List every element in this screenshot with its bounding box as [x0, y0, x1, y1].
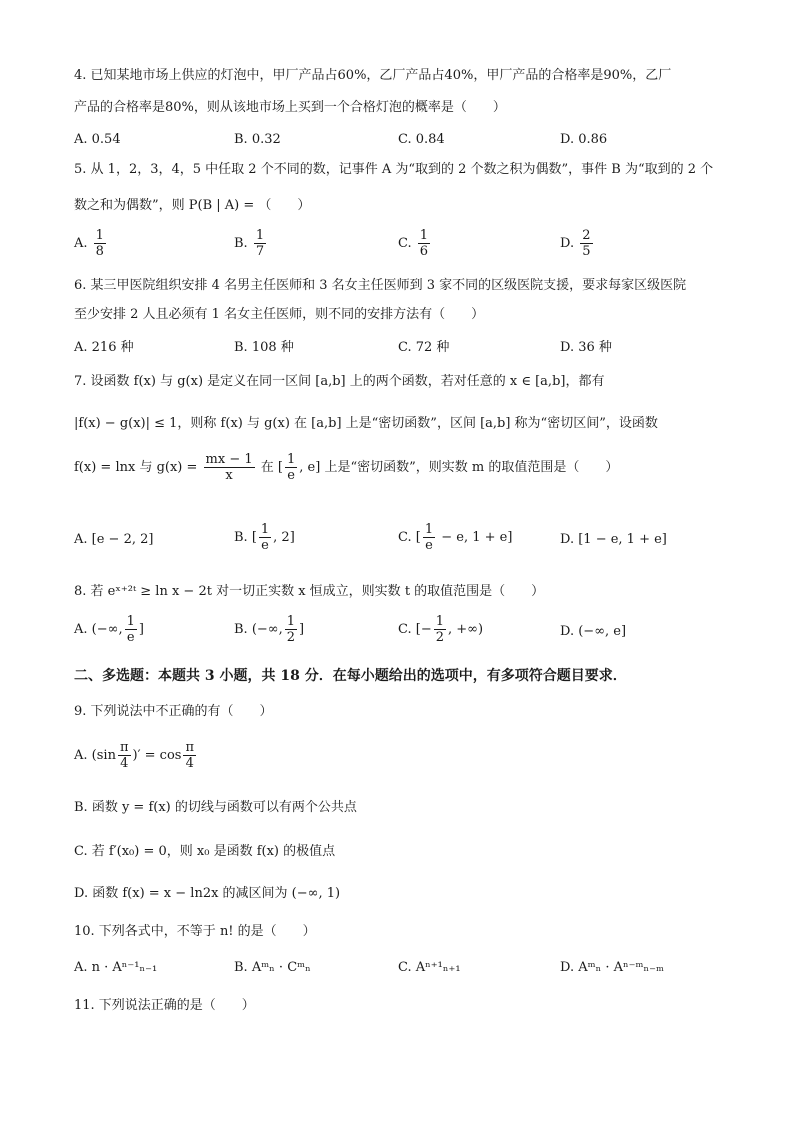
q7-stem-line1: 7. 设函数 f(x) 与 g(x) 是定义在同一区间 [a,b] 上的两个函数，若对任意的 x ∈ [a,b]，都有: [74, 374, 605, 389]
q7-stem-tail: , e] 上是“密切函数”，则实数 m 的取值范围是（ ）: [299, 460, 619, 475]
numerator: 1: [286, 614, 296, 629]
q8-option-c: [398, 614, 483, 645]
fraction: [259, 522, 271, 553]
q6-option-d: D. 36 种: [560, 340, 612, 355]
q6-stem-line2: 至少安排 2 人且必须有 1 名女主任医师，则不同的安排方法有（ ）: [74, 307, 485, 322]
q7-stem-line2: |f(x) − g(x)| ≤ 1，则称 f(x) 与 g(x) 在 [a,b] 上是“密切函数”，区间 [a,b] 称为“密切区间”，设函数: [74, 416, 658, 431]
numerator: 1: [260, 522, 270, 537]
numerator: 1: [435, 614, 444, 629]
denominator: 2: [435, 630, 444, 645]
denominator: 5: [582, 244, 591, 259]
option-label: B.: [234, 236, 248, 251]
numerator: mx − 1: [205, 452, 253, 467]
option-rest: , 2]: [273, 530, 295, 545]
q4-option-a: A. 0.54: [74, 132, 121, 147]
option-label: C.: [398, 236, 412, 251]
fraction: [434, 614, 446, 645]
numerator: 1: [424, 522, 434, 537]
q5-option-c: [398, 228, 432, 259]
denominator: e: [287, 468, 295, 483]
q10-option-b: B. Aᵐₙ · Cᵐₙ: [234, 960, 311, 975]
q7-option-c: [398, 522, 512, 553]
fraction: [418, 228, 430, 259]
option-label: A.: [74, 236, 88, 251]
fraction: [204, 452, 255, 483]
q8-option-b: [234, 614, 304, 645]
option-rest: ]: [299, 622, 305, 637]
fraction: [285, 614, 297, 645]
numerator: 1: [419, 228, 429, 243]
q8-option-a: [74, 614, 144, 645]
option-label: B. (−∞,: [234, 622, 283, 637]
fraction: [118, 740, 131, 771]
fraction: [423, 522, 435, 553]
fraction: [580, 228, 592, 259]
q9-option-c: C. 若 f′(x₀) = 0，则 x₀ 是函数 f(x) 的极值点: [74, 844, 336, 859]
option-label: C. [: [398, 530, 421, 545]
option-label: D.: [560, 236, 575, 251]
denominator: 2: [286, 630, 296, 645]
q4-stem-line1: 4. 已知某地市场上供应的灯泡中，甲厂产品占60%，乙厂产品占40%，甲厂产品的合格率是90%，乙厂: [74, 68, 672, 83]
numerator: π: [119, 740, 129, 755]
q9-a-mid: )′ = cos: [132, 748, 182, 763]
denominator: x: [225, 468, 233, 483]
fraction: [254, 228, 266, 259]
denominator: e: [261, 538, 269, 553]
denominator: e: [126, 630, 135, 645]
option-label: B. [: [234, 530, 257, 545]
denominator: 4: [185, 756, 194, 771]
q4-option-b: B. 0.32: [234, 132, 281, 147]
numerator: 1: [255, 228, 265, 243]
option-label: A. (−∞,: [74, 622, 123, 637]
q9-option-b: B. 函数 y = f(x) 的切线与函数可以有两个公共点: [74, 800, 357, 815]
q4-option-c: C. 0.84: [398, 132, 445, 147]
denominator: e: [425, 538, 433, 553]
q5-option-a: [74, 228, 108, 259]
numerator: 1: [287, 452, 296, 467]
q9-a-pre: (sin: [91, 748, 116, 763]
option-label: A.: [74, 748, 88, 763]
option-rest: ]: [138, 622, 144, 637]
option-label: C. [−: [398, 622, 432, 637]
q9-option-a: [74, 740, 198, 771]
q6-option-a: A. 216 种: [74, 340, 134, 355]
section-heading-multiple-choice: 二、多选题：本题共 3 小题，共 18 分．在每小题给出的选项中，有多项符合题目要求．: [74, 668, 627, 684]
fraction: [125, 614, 137, 645]
q8-stem: 8. 若 eˣ⁺²ᵗ ≥ ln x − 2t 对一切正实数 x 恒成立，则实数 t 的取值范围是（ ）: [74, 584, 545, 599]
q9-option-d: D. 函数 f(x) = x − ln2x 的减区间为 (−∞, 1): [74, 886, 341, 901]
q10-option-d: D. Aᵐₙ · Aⁿ⁻ᵐₙ₋ₘ: [560, 960, 664, 975]
fraction: [94, 228, 106, 259]
q8-option-d: D. (−∞, e]: [560, 624, 627, 639]
q7-option-d: D. [1 − e, 1 + e]: [560, 532, 667, 547]
q9-stem: 9. 下列说法中不正确的有（ ）: [74, 704, 273, 719]
q7-option-b: [234, 522, 295, 553]
numerator: 1: [95, 228, 104, 243]
q10-option-c: C. Aⁿ⁺¹ₙ₊₁: [398, 960, 461, 975]
q7-stem-line3: [74, 452, 618, 483]
q5-stem-line2: 数之和为偶数”，则 P(B | A) = （ ）: [74, 198, 311, 213]
q4-stem-line2: 产品的合格率是80%，则从该地市场上买到一个合格灯泡的概率是（ ）: [74, 100, 506, 115]
q7-option-a: A. [e − 2, 2]: [74, 532, 154, 547]
option-rest: − e, 1 + e]: [437, 530, 513, 545]
q4-option-d: D. 0.86: [560, 132, 608, 147]
option-rest: , +∞): [448, 622, 484, 637]
denominator: 6: [419, 244, 429, 259]
numerator: 1: [126, 614, 135, 629]
q5-option-b: [234, 228, 268, 259]
numerator: 2: [582, 228, 591, 243]
denominator: 4: [120, 756, 129, 771]
q7-f-g-def: f(x) = lnx 与 g(x) =: [74, 460, 198, 475]
q10-option-a: A. n · Aⁿ⁻¹ₙ₋₁: [74, 960, 158, 975]
denominator: 7: [255, 244, 265, 259]
denominator: 8: [95, 244, 104, 259]
q6-stem-line1: 6. 某三甲医院组织安排 4 名男主任医师和 3 名女主任医师到 3 家不同的区级医院支援，要求每家区级医院: [74, 278, 687, 293]
numerator: π: [185, 740, 195, 755]
q7-interval-open: 在 [: [260, 460, 283, 475]
q11-stem: 11. 下列说法正确的是（ ）: [74, 998, 255, 1013]
q5-stem-line1: 5. 从 1，2，3，4，5 中任取 2 个不同的数，记事件 A 为“取到的 2 个数之积为偶数”，事件 B 为“取到的 2 个: [74, 162, 714, 177]
fraction: [183, 740, 196, 771]
q6-option-c: C. 72 种: [398, 340, 450, 355]
fraction: [285, 452, 297, 483]
q5-option-d: [560, 228, 595, 259]
q6-option-b: B. 108 种: [234, 340, 294, 355]
q10-stem: 10. 下列各式中，不等于 n! 的是（ ）: [74, 924, 316, 939]
